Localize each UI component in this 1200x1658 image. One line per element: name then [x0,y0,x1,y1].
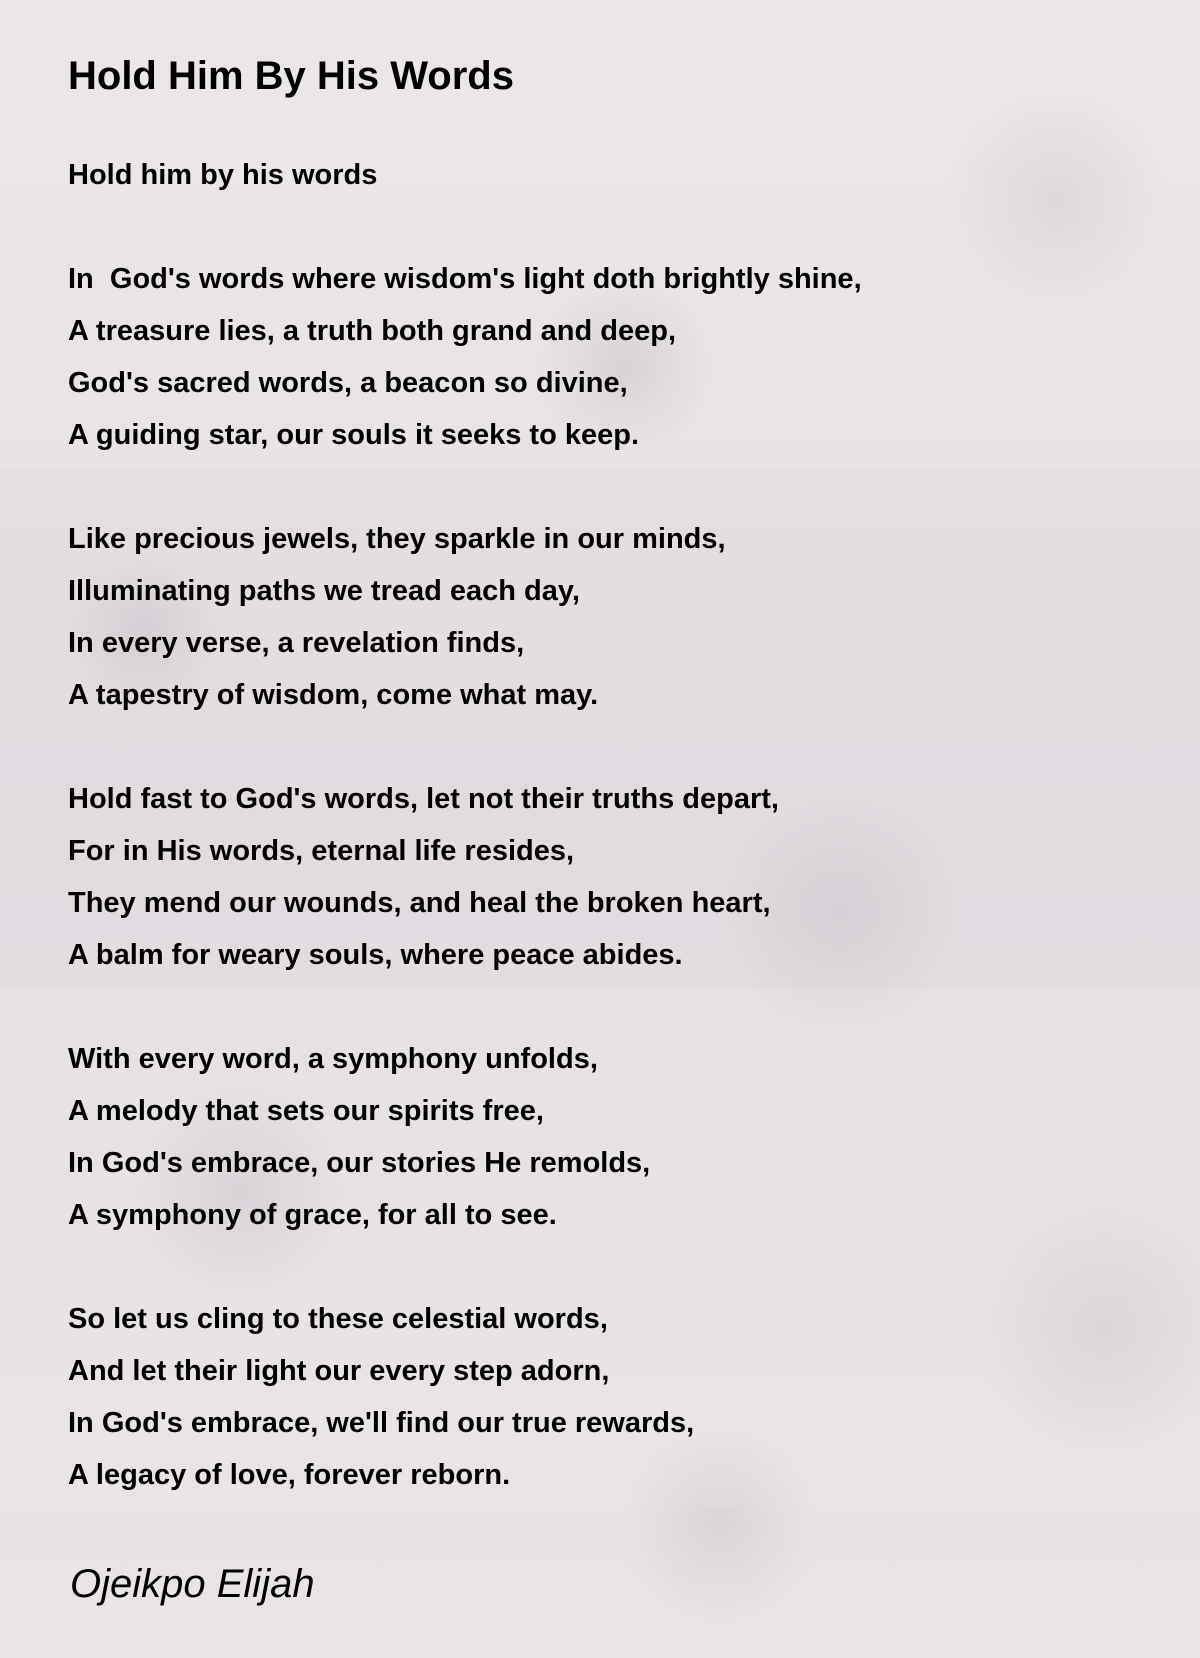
stanza-3-line-4: A balm for weary souls, where peace abides. [68,939,683,971]
stanza-2-line-2: Illuminating paths we tread each day, [68,575,580,607]
stanza-1-line-3: God's sacred words, a beacon so divine, [68,367,628,399]
stanza-1-line-4: A guiding star, our souls it seeks to keep. [68,419,640,451]
stanza-4-line-4: A symphony of grace, for all to see. [68,1199,557,1231]
stanza-5-line-4: A legacy of love, forever reborn. [68,1459,511,1491]
stanza-1-line-1: In God's words where wisdom's light doth brightly shine, [68,263,862,295]
stanza-2-line-4: A tapestry of wisdom, come what may. [68,679,599,711]
stanza-2-line-1: Like precious jewels, they sparkle in our minds, [68,523,726,555]
poem-subtitle: Hold him by his words [68,159,378,191]
stanza-4-line-3: In God's embrace, our stories He remolds, [68,1147,651,1179]
stanza-1-line-2: A treasure lies, a truth both grand and deep, [68,315,677,347]
stanza-3-line-1: Hold fast to God's words, let not their truths depart, [68,783,779,815]
stanza-5-line-2: And let their light our every step adorn, [68,1355,610,1387]
stanza-2-line-3: In every verse, a revelation finds, [68,627,525,659]
stanza-4-line-2: A melody that sets our spirits free, [68,1095,544,1127]
poem-author: Ojeikpo Elijah [70,1562,315,1606]
stanza-4-line-1: With every word, a symphony unfolds, [68,1043,598,1075]
stanza-5-line-1: So let us cling to these celestial words, [68,1303,608,1335]
stanza-3-line-2: For in His words, eternal life resides, [68,835,575,867]
stanza-5-line-3: In God's embrace, we'll find our true rewards, [68,1407,695,1439]
stanza-3-line-3: They mend our wounds, and heal the broken heart, [68,887,771,919]
poem-title: Hold Him By His Words [68,54,514,98]
